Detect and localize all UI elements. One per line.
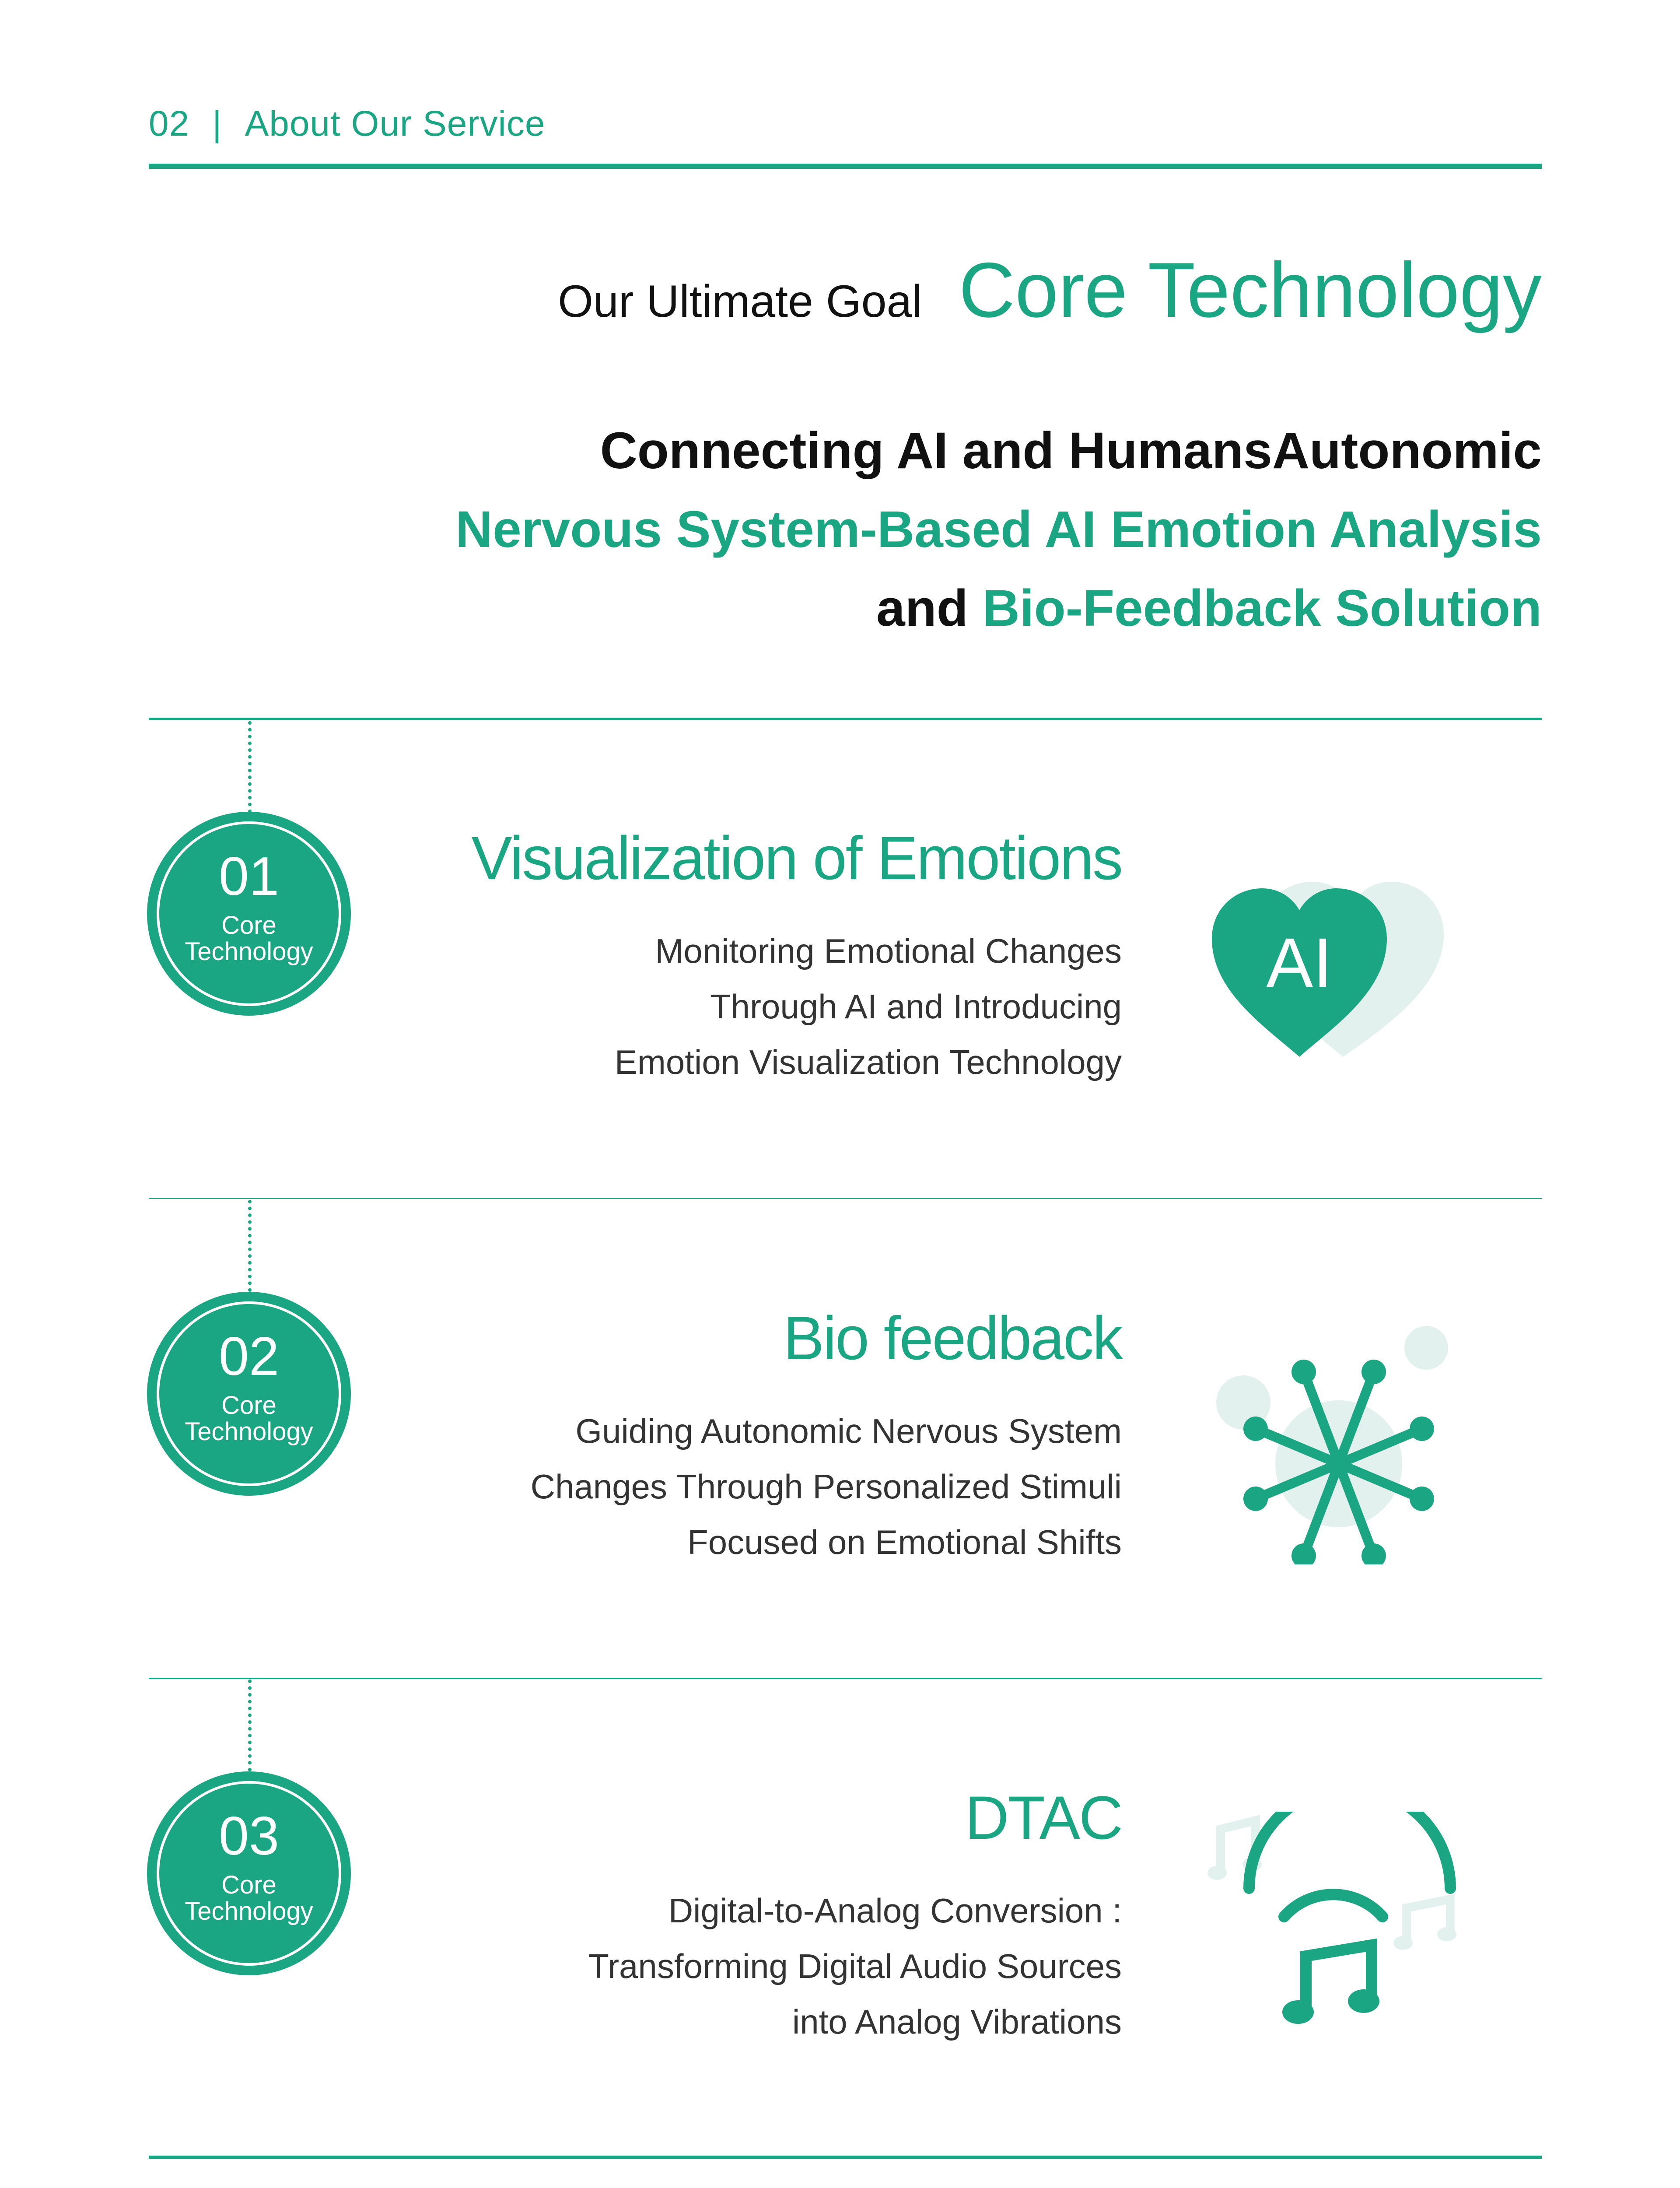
item-title: Visualization of Emotions: [471, 824, 1122, 892]
dotted-connector: [248, 1200, 252, 1292]
section-divider: [149, 718, 1542, 720]
tagline-line-1: Connecting AI and HumansAutonomic: [600, 422, 1542, 480]
item-description: [290, 1403, 1122, 1570]
item-description: [290, 1883, 1122, 2050]
section-divider: [149, 2156, 1542, 2159]
tagline-line-3-prefix: and: [876, 579, 968, 637]
tagline: [404, 411, 1542, 648]
tagline-line-2: Nervous System-Based AI Emotion Analysis: [455, 501, 1542, 558]
ai-heart-text: AI: [1266, 923, 1333, 1002]
badge-number: 03: [219, 1806, 279, 1866]
tagline-line-3: [404, 569, 1542, 648]
page-title: Core Technology: [959, 246, 1542, 333]
description-line: Changes Through Personalized Stimuli: [530, 1467, 1122, 1506]
item-title: Bio feedback: [783, 1304, 1122, 1372]
dotted-connector: [248, 1680, 252, 1771]
description-line: Transforming Digital Audio Sources: [588, 1947, 1122, 1985]
goal-label: Our Ultimate Goal: [558, 276, 922, 327]
badge-label-line-1: Core: [221, 1871, 276, 1899]
item-description: [290, 923, 1122, 1090]
description-line: Guiding Autonomic Nervous System: [575, 1412, 1122, 1450]
description-line: Digital-to-Analog Conversion :: [668, 1891, 1122, 1930]
page-number: 02: [149, 104, 190, 144]
header-separator: |: [212, 104, 222, 144]
section-divider: [149, 1678, 1542, 1679]
page-header: [149, 103, 546, 144]
badge-label-line-2: Technology: [185, 1417, 313, 1446]
section-title: About Our Service: [245, 104, 546, 144]
network-node-icon: [1212, 1319, 1466, 1567]
badge-label-line-2: Technology: [185, 937, 313, 966]
badge-number: 01: [219, 846, 279, 907]
description-line: Emotion Visualization Technology: [614, 1043, 1122, 1081]
item-title: DTAC: [965, 1783, 1122, 1852]
badge-label-line-2: Technology: [185, 1897, 313, 1925]
goal-heading: [558, 245, 1542, 335]
badge-label-line-1: Core: [221, 1391, 276, 1420]
description-line: Through AI and Introducing: [710, 987, 1122, 1026]
ai-heart-icon: [1208, 856, 1461, 1068]
section-divider: [149, 1198, 1542, 1199]
description-line: into Analog Vibrations: [792, 2002, 1122, 2041]
description-line: Monitoring Emotional Changes: [655, 932, 1122, 970]
dotted-connector: [248, 721, 252, 813]
tagline-line-3-highlight: Bio-Feedback Solution: [982, 579, 1542, 637]
badge-label-line-1: Core: [221, 911, 276, 940]
header-divider: [149, 164, 1542, 169]
badge-number: 02: [219, 1326, 279, 1387]
music-wave-icon: [1208, 1812, 1470, 2041]
description-line: Focused on Emotional Shifts: [687, 1523, 1122, 1561]
